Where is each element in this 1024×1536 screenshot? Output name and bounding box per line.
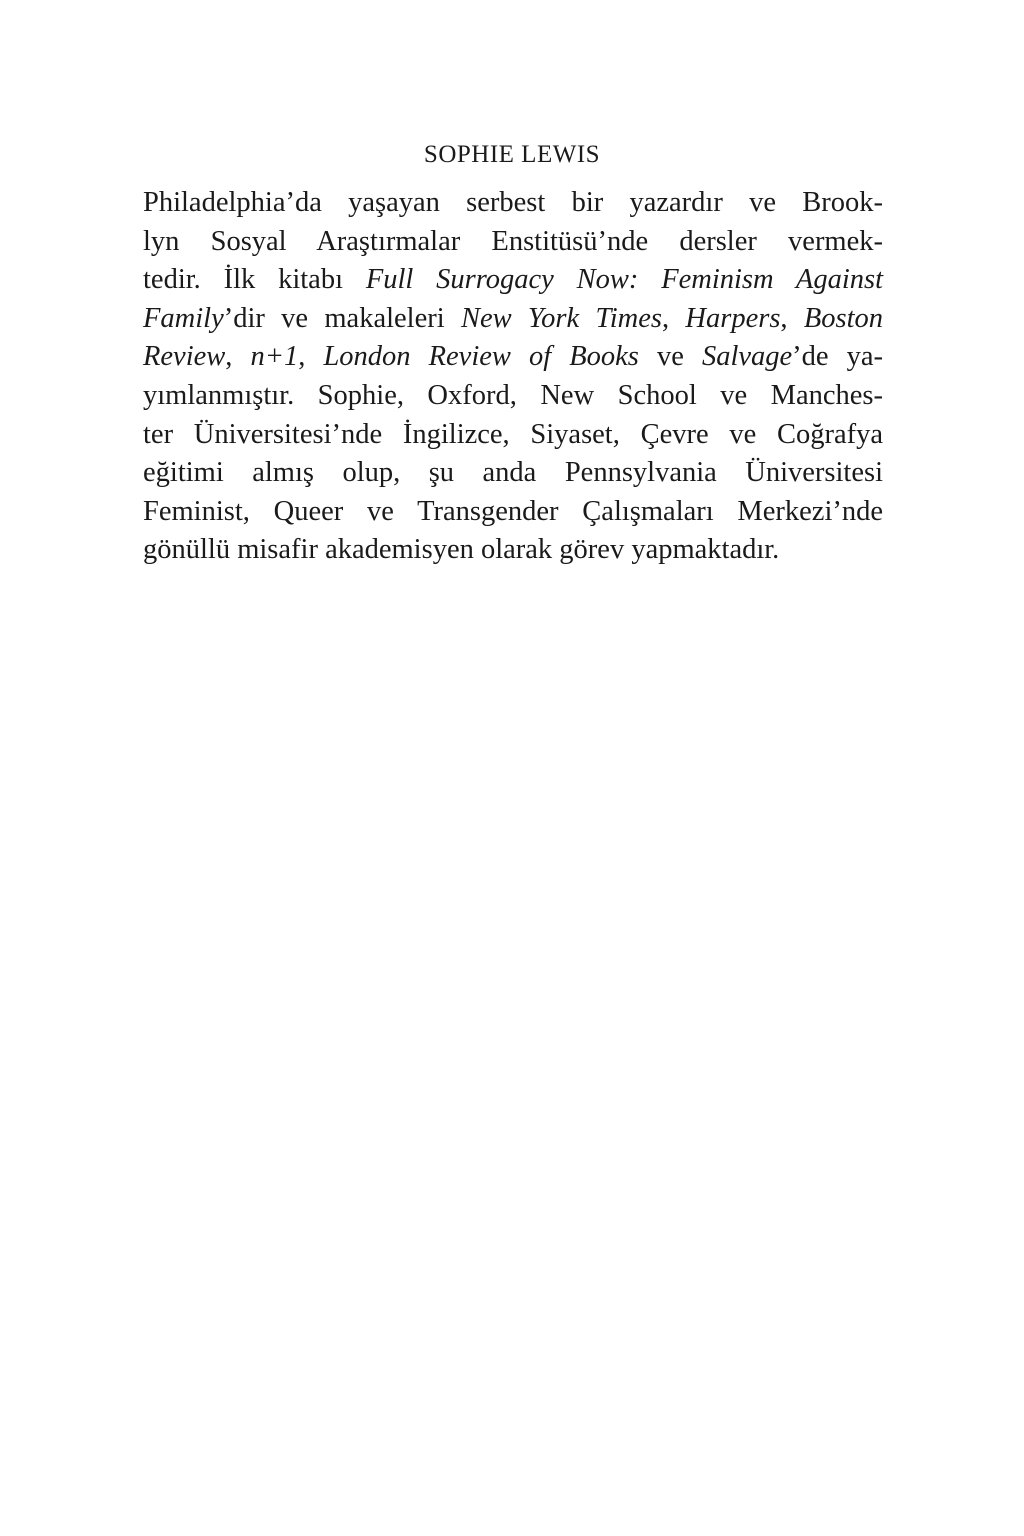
bio-line [143, 454, 883, 493]
bio-text: , [661, 302, 686, 334]
bio-italic-title: Full Surrogacy Now: Feminism Against [365, 264, 883, 296]
bio-text: , [298, 341, 324, 373]
bio-text: Philadelphia’da yaşayan serbest bir yazardır ve Brook- [143, 187, 883, 218]
bio-text: Feminist, Queer ve Transgender Çalışmaları Merkezi’nde [143, 495, 883, 527]
bio-line [143, 377, 883, 416]
bio-line [143, 184, 883, 223]
bio-italic-title: Family [143, 302, 224, 334]
bio-line [143, 261, 883, 300]
bio-line [143, 338, 883, 377]
bio-line [143, 223, 883, 262]
bio-italic-title: n+1 [250, 341, 299, 373]
bio-text: ’de ya- [792, 341, 884, 373]
bio-italic-title: Harpers [685, 302, 781, 334]
bio-text: ve [638, 341, 702, 373]
bio-text: , [225, 341, 251, 373]
author-bio-paragraph [143, 184, 883, 570]
bio-italic-title: Review [143, 341, 226, 373]
bio-text: tedir. İlk kitabı [143, 264, 366, 296]
bio-line [143, 493, 883, 532]
bio-text: yımlanmıştır. Sophie, Oxford, New School ve Manches- [143, 379, 883, 411]
bio-italic-title: Boston [803, 302, 884, 334]
bio-line [143, 300, 883, 339]
bio-text: lyn Sosyal Araştırmalar Enstitüsü’nde dersler vermek- [143, 225, 883, 257]
bio-text: gönüllü misafir akademisyen olarak görev yapmaktadır. [143, 534, 780, 566]
bio-line [143, 531, 883, 570]
bio-text: eğitimi almış olup, şu anda Pennsylvania Üniversitesi [143, 457, 883, 489]
bio-text: , [780, 302, 804, 334]
author-name-heading: SOPHIE LEWIS [423, 141, 601, 168]
bio-italic-title: London Review of Books [323, 341, 639, 373]
bio-italic-title: New York Times [460, 302, 662, 334]
bio-italic-title: Salvage [701, 341, 793, 373]
bio-line [143, 416, 883, 455]
bio-text: ter Üniversitesi’nde İngilizce, Siyaset, Çevre ve Coğrafya [143, 418, 883, 450]
bio-text: ’dir ve makaleleri [223, 302, 461, 334]
